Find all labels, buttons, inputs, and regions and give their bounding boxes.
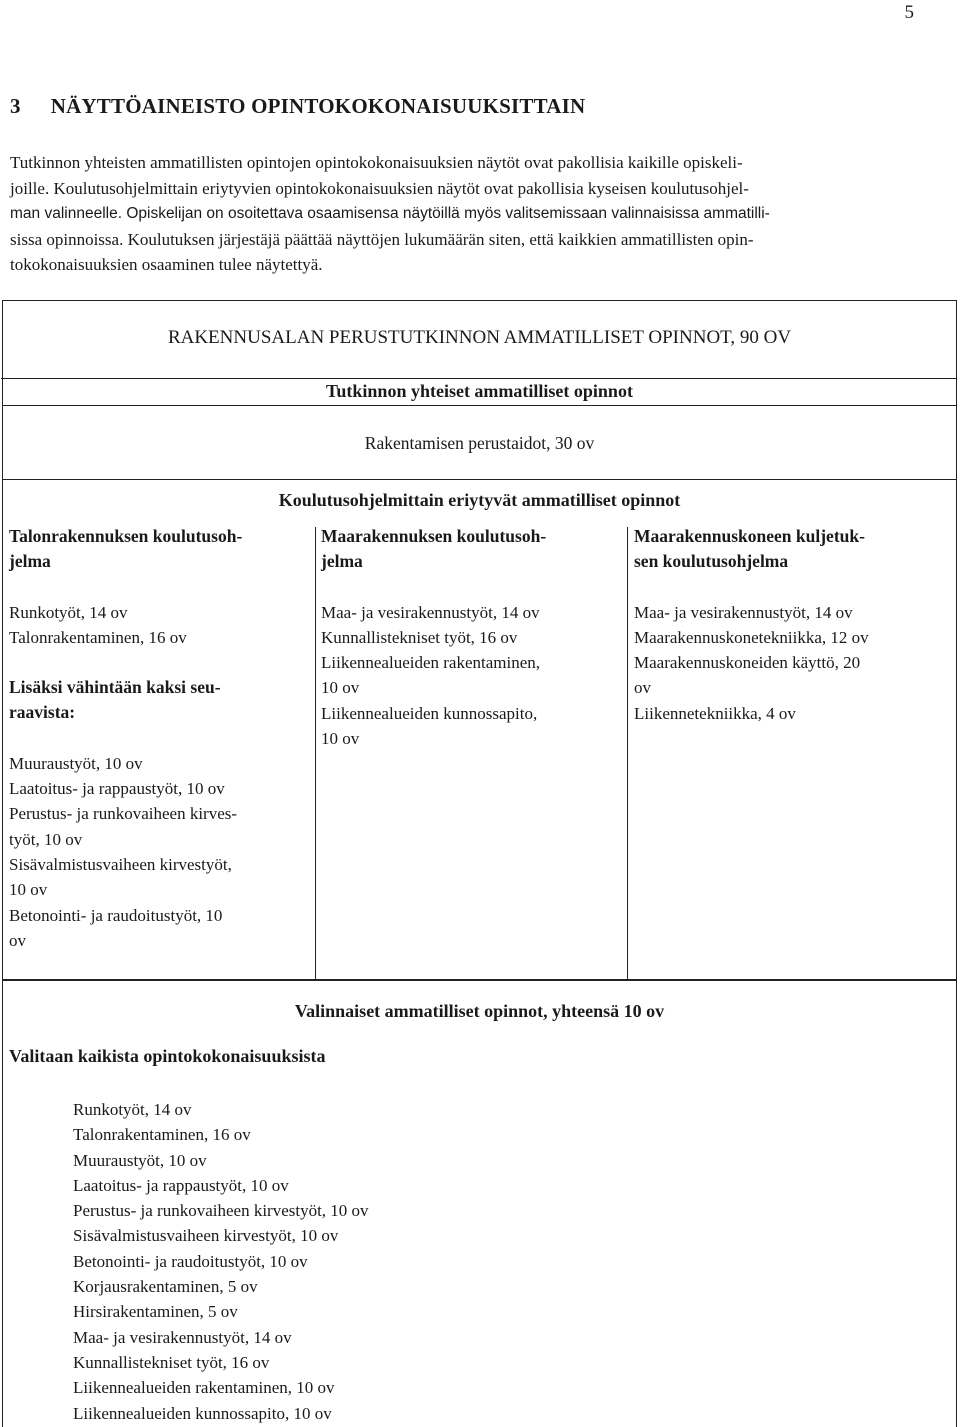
list-item: ov xyxy=(9,930,26,950)
list-item: Sisävalmistusvaiheen kirvestyöt, xyxy=(9,854,232,874)
list-item: Betonointi- ja raudoitustyöt, 10 xyxy=(9,905,223,925)
list-item: Maarakennuskoneiden käyttö, 20 xyxy=(634,653,861,673)
intro-paragraph xyxy=(10,150,950,278)
optional-heading: Valinnaiset ammatilliset opinnot, yhteensä 10 ov xyxy=(294,1001,665,1021)
list-item: Kunnallistekniset työt, 16 ov xyxy=(321,627,518,647)
program-heading: Koulutusohjelmittain eriytyvät ammatilliset opinnot xyxy=(278,490,681,510)
program-title: Maarakennuksen koulutusoh- jelma xyxy=(321,526,547,572)
intro-line: tokokonaisuuksien osaaminen tulee näytettyä. xyxy=(10,255,323,275)
common-item: Rakentamisen perustaidot, 30 ov xyxy=(364,433,595,453)
section-number: 3 xyxy=(10,94,21,118)
list-item: Liikennealueiden rakentaminen, xyxy=(321,653,541,673)
optional-list xyxy=(73,1097,369,1426)
list-item: Maa- ja vesirakennustyöt, 14 ov xyxy=(634,602,853,622)
list-item: 10 ov xyxy=(321,678,360,698)
program-column-maarakennuskone xyxy=(634,524,949,726)
intro-line: man valinneelle. Opiskelijan on osoitettava osaamisensa näytöillä myös valitsemissaan valinnaisissa ammatilli- xyxy=(10,205,770,223)
list-item: Runkotyöt, 14 ov xyxy=(9,602,128,622)
list-item: Laatoitus- ja rappaustyöt, 10 ov xyxy=(73,1175,289,1195)
program-column-talonrakennus xyxy=(9,524,309,953)
divider xyxy=(1,378,956,379)
optional-studies-box xyxy=(2,980,957,1427)
list-item: Talonrakentaminen, 16 ov xyxy=(9,627,187,647)
list-item: Perustus- ja runkovaiheen kirvestyöt, 10 ov xyxy=(73,1201,369,1221)
column-divider xyxy=(315,527,316,979)
choice-heading: Lisäksi vähintään kaksi seu- raavista: xyxy=(9,677,221,723)
intro-line: sissa opinnoissa. Koulutuksen järjestäjä päättää näyttöjen lukumäärän siten, että kaikkien ammatillisten opin- xyxy=(10,229,754,249)
section-title: NÄYTTÖAINEISTO OPINTOKOKONAISUUKSITTAIN xyxy=(50,94,586,118)
list-item: Betonointi- ja raudoitustyöt, 10 ov xyxy=(73,1251,308,1271)
list-item: Runkotyöt, 14 ov xyxy=(73,1100,192,1119)
list-item: Perustus- ja runkovaiheen kirves- xyxy=(9,804,238,824)
table-title: RAKENNUSALAN PERUSTUTKINNON AMMATILLISET OPINNOT, 90 OV xyxy=(167,327,792,348)
optional-subheading: Valitaan kaikista opintokokonaisuuksista xyxy=(9,1046,326,1066)
list-item: Kunnallistekniset työt, 16 ov xyxy=(73,1352,270,1372)
intro-line: Tutkinnon yhteisten ammatillisten opintojen opintokokonaisuuksien näytöt ovat pakollisia kaikille opiskeli- xyxy=(10,153,743,172)
list-item: Sisävalmistusvaiheen kirvestyöt, 10 ov xyxy=(73,1226,339,1246)
program-title: Talonrakennuksen koulutusoh- jelma xyxy=(9,526,243,572)
list-item: Maa- ja vesirakennustyöt, 14 ov xyxy=(321,602,540,622)
list-item: Liikennealueiden rakentaminen, 10 ov xyxy=(73,1378,335,1398)
program-title: Maarakennuskoneen kuljetuk- sen koulutusohjelma xyxy=(634,526,865,572)
list-item: Muuraustyöt, 10 ov xyxy=(9,753,143,773)
common-heading: Tutkinnon yhteiset ammatilliset opinnot xyxy=(326,381,633,401)
list-item: Liikennetekniikka, 4 ov xyxy=(634,703,796,723)
list-item: Maarakennuskonetekniikka, 12 ov xyxy=(634,627,869,647)
list-item: Maa- ja vesirakennustyöt, 14 ov xyxy=(73,1327,292,1347)
list-item: ov xyxy=(634,678,651,698)
list-item: Muuraustyöt, 10 ov xyxy=(73,1150,207,1170)
list-item: Korjausrakentaminen, 5 ov xyxy=(73,1277,258,1297)
program-column-maarakennus xyxy=(321,524,621,751)
divider xyxy=(3,479,956,480)
section-heading xyxy=(10,94,585,119)
qualification-table xyxy=(2,300,957,980)
page-number: 5 xyxy=(904,2,914,23)
intro-line: joille. Koulutusohjelmittain eriytyvien opintokokonaisuuksien näytöt ovat pakollisia kyseisen koulutusohjel- xyxy=(10,178,749,198)
list-item: Liikennealueiden kunnossapito, 10 ov xyxy=(73,1403,332,1423)
list-item: työt, 10 ov xyxy=(9,829,83,849)
list-item: Laatoitus- ja rappaustyöt, 10 ov xyxy=(9,779,225,799)
list-item: 10 ov xyxy=(321,729,360,749)
column-divider xyxy=(627,527,628,979)
list-item: Hirsirakentaminen, 5 ov xyxy=(73,1302,238,1322)
list-item: Talonrakentaminen, 16 ov xyxy=(73,1125,251,1145)
divider xyxy=(3,405,956,406)
list-item: 10 ov xyxy=(9,880,48,900)
list-item: Liikennealueiden kunnossapito, xyxy=(321,703,538,723)
